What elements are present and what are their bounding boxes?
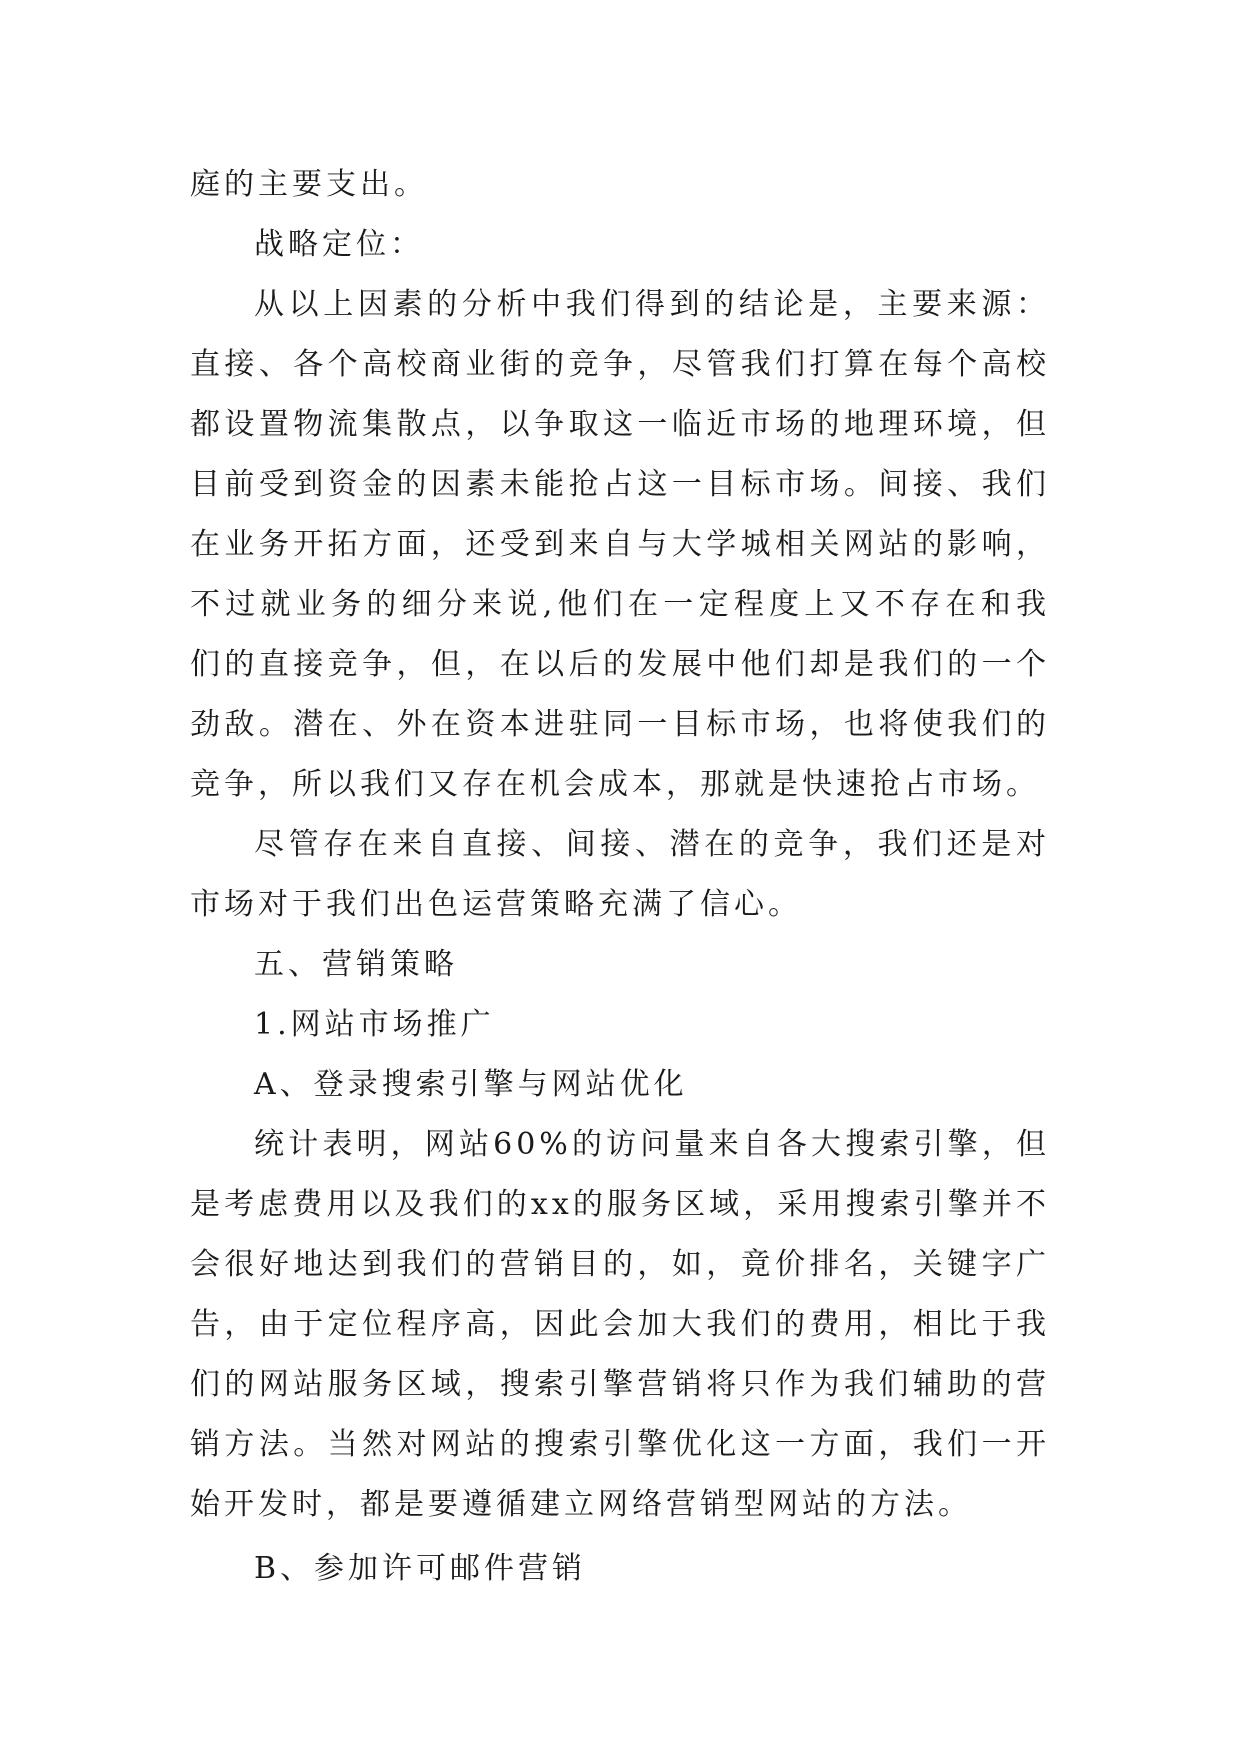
paragraph-strategy-heading: 战略定位： [254,227,424,262]
subheading-email-marketing: B、参加许可邮件营销 [254,1551,587,1586]
document-body [190,155,1050,1599]
paragraph-search-engine: 统计表明，网站60%的访问量来自各大搜索引擎，但是考虑费用以及我们的xx的服务区域，采用搜索引擎并不会很好地达到我们的营销目的，如，竟价排名，关键字广告，由于定位程序高，因此会加大我们的费用，相比于我们的网站服务区域，搜索引擎营销将只作为我们辅助的营销方法。当然对网站的搜索引擎优化这一方面，我们一开始开发时，都是要遵循建立网络营销型网站的方法。 [190,1127,1050,1522]
paragraph-continuation: 庭的主要支出。 [190,167,428,202]
paragraph-strategy-analysis: 从以上因素的分析中我们得到的结论是，主要来源：直接、各个高校商业街的竞争，尽管我们打算在每个高校都设置物流集散点，以争取这一临近市场的地理环境，但目前受到资金的因素未能抢占这一目标市场。间接、我们在业务开拓方面，还受到来自与大学城相关网站的影响，不过就业务的细分来说,他们在一定程度上又不存在和我们的直接竞争，但，在以后的发展中他们却是我们的一个劲敌。潜在、外在资本进驻同一目标市场，也将使我们的竞争，所以我们又存在机会成本，那就是快速抢占市场。 [190,287,1050,802]
subheading-search-engine: A、登录搜索引擎与网站优化 [254,1067,688,1102]
section-heading-marketing: 五、营销策略 [254,947,458,982]
paragraph-confidence: 尽管存在来自直接、间接、潜在的竞争，我们还是对市场对于我们出色运营策略充满了信心。 [190,827,1050,922]
subheading-website-promotion: 1.网站市场推广 [254,1007,495,1042]
